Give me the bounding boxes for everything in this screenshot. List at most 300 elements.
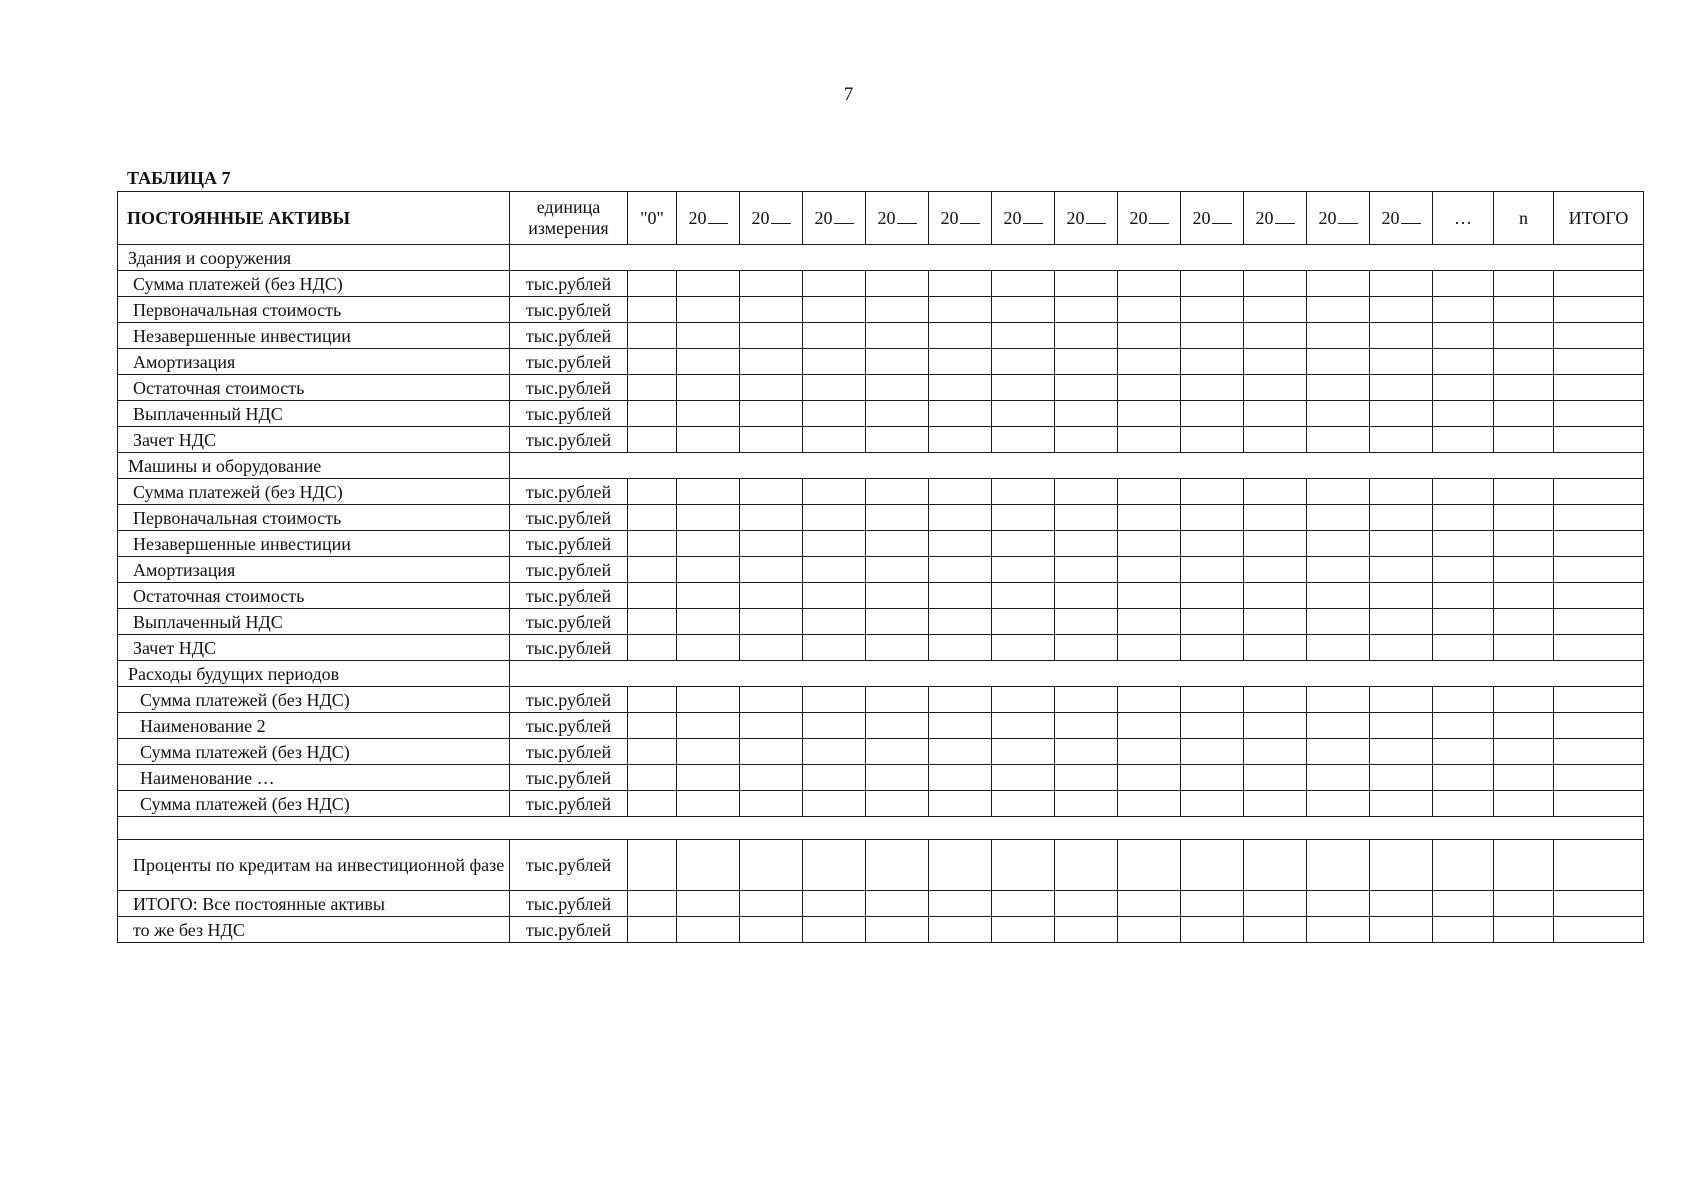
value-cell[interactable]	[1055, 401, 1118, 427]
value-cell[interactable]	[929, 635, 992, 661]
value-cell[interactable]	[1244, 427, 1307, 453]
value-cell[interactable]	[1307, 739, 1370, 765]
value-cell[interactable]	[803, 271, 866, 297]
value-cell[interactable]	[628, 375, 677, 401]
value-cell[interactable]	[1494, 713, 1554, 739]
value-cell[interactable]	[1055, 505, 1118, 531]
value-cell[interactable]	[1118, 401, 1181, 427]
value-cell[interactable]	[740, 427, 803, 453]
value-cell[interactable]	[929, 271, 992, 297]
value-cell[interactable]	[1244, 891, 1307, 917]
value-cell[interactable]	[1118, 791, 1181, 817]
value-cell[interactable]	[1370, 583, 1433, 609]
value-cell[interactable]	[740, 531, 803, 557]
value-cell[interactable]	[628, 479, 677, 505]
value-cell[interactable]	[1554, 635, 1644, 661]
value-cell[interactable]	[1244, 531, 1307, 557]
value-cell[interactable]	[1307, 917, 1370, 943]
value-cell[interactable]	[1494, 297, 1554, 323]
value-cell[interactable]	[1433, 479, 1494, 505]
value-cell[interactable]	[1494, 479, 1554, 505]
value-cell[interactable]	[929, 840, 992, 891]
value-cell[interactable]	[1433, 557, 1494, 583]
value-cell[interactable]	[1244, 505, 1307, 531]
value-cell[interactable]	[929, 609, 992, 635]
value-cell[interactable]	[1181, 891, 1244, 917]
value-cell[interactable]	[866, 375, 929, 401]
value-cell[interactable]	[1554, 609, 1644, 635]
value-cell[interactable]	[1433, 609, 1494, 635]
value-cell[interactable]	[628, 917, 677, 943]
value-cell[interactable]	[1244, 791, 1307, 817]
value-cell[interactable]	[1181, 609, 1244, 635]
value-cell[interactable]	[803, 583, 866, 609]
value-cell[interactable]	[929, 739, 992, 765]
value-cell[interactable]	[1554, 323, 1644, 349]
value-cell[interactable]	[1554, 375, 1644, 401]
value-cell[interactable]	[1494, 687, 1554, 713]
value-cell[interactable]	[1181, 375, 1244, 401]
value-cell[interactable]	[1244, 840, 1307, 891]
value-cell[interactable]	[866, 687, 929, 713]
value-cell[interactable]	[1370, 765, 1433, 791]
value-cell[interactable]	[1244, 609, 1307, 635]
value-cell[interactable]	[628, 323, 677, 349]
value-cell[interactable]	[1181, 557, 1244, 583]
value-cell[interactable]	[1433, 917, 1494, 943]
value-cell[interactable]	[1307, 840, 1370, 891]
value-cell[interactable]	[628, 635, 677, 661]
value-cell[interactable]	[992, 791, 1055, 817]
value-cell[interactable]	[1181, 791, 1244, 817]
value-cell[interactable]	[929, 375, 992, 401]
value-cell[interactable]	[1370, 271, 1433, 297]
value-cell[interactable]	[1433, 635, 1494, 661]
value-cell[interactable]	[1118, 505, 1181, 531]
value-cell[interactable]	[866, 765, 929, 791]
value-cell[interactable]	[677, 635, 740, 661]
value-cell[interactable]	[803, 739, 866, 765]
value-cell[interactable]	[929, 791, 992, 817]
value-cell[interactable]	[677, 739, 740, 765]
value-cell[interactable]	[866, 531, 929, 557]
value-cell[interactable]	[992, 765, 1055, 791]
value-cell[interactable]	[866, 323, 929, 349]
value-cell[interactable]	[677, 687, 740, 713]
value-cell[interactable]	[1244, 687, 1307, 713]
value-cell[interactable]	[677, 323, 740, 349]
value-cell[interactable]	[677, 840, 740, 891]
value-cell[interactable]	[740, 739, 803, 765]
value-cell[interactable]	[1370, 635, 1433, 661]
value-cell[interactable]	[1307, 323, 1370, 349]
value-cell[interactable]	[1494, 323, 1554, 349]
value-cell[interactable]	[1118, 917, 1181, 943]
value-cell[interactable]	[1494, 557, 1554, 583]
value-cell[interactable]	[1433, 505, 1494, 531]
value-cell[interactable]	[1307, 635, 1370, 661]
value-cell[interactable]	[1494, 349, 1554, 375]
value-cell[interactable]	[677, 349, 740, 375]
value-cell[interactable]	[1118, 739, 1181, 765]
value-cell[interactable]	[1307, 583, 1370, 609]
value-cell[interactable]	[1181, 427, 1244, 453]
value-cell[interactable]	[740, 323, 803, 349]
value-cell[interactable]	[1307, 531, 1370, 557]
value-cell[interactable]	[677, 609, 740, 635]
value-cell[interactable]	[628, 349, 677, 375]
value-cell[interactable]	[1244, 401, 1307, 427]
value-cell[interactable]	[1181, 323, 1244, 349]
value-cell[interactable]	[1181, 479, 1244, 505]
value-cell[interactable]	[1433, 791, 1494, 817]
value-cell[interactable]	[1307, 297, 1370, 323]
value-cell[interactable]	[1118, 427, 1181, 453]
value-cell[interactable]	[1433, 713, 1494, 739]
value-cell[interactable]	[803, 713, 866, 739]
value-cell[interactable]	[929, 891, 992, 917]
value-cell[interactable]	[677, 891, 740, 917]
value-cell[interactable]	[1055, 271, 1118, 297]
value-cell[interactable]	[803, 375, 866, 401]
value-cell[interactable]	[628, 609, 677, 635]
value-cell[interactable]	[992, 531, 1055, 557]
value-cell[interactable]	[929, 323, 992, 349]
value-cell[interactable]	[866, 791, 929, 817]
value-cell[interactable]	[803, 609, 866, 635]
value-cell[interactable]	[740, 271, 803, 297]
value-cell[interactable]	[929, 687, 992, 713]
value-cell[interactable]	[992, 840, 1055, 891]
value-cell[interactable]	[929, 583, 992, 609]
value-cell[interactable]	[803, 917, 866, 943]
value-cell[interactable]	[740, 917, 803, 943]
value-cell[interactable]	[1055, 917, 1118, 943]
value-cell[interactable]	[1554, 401, 1644, 427]
value-cell[interactable]	[1554, 271, 1644, 297]
value-cell[interactable]	[1433, 349, 1494, 375]
value-cell[interactable]	[866, 891, 929, 917]
value-cell[interactable]	[866, 297, 929, 323]
value-cell[interactable]	[628, 271, 677, 297]
value-cell[interactable]	[628, 891, 677, 917]
value-cell[interactable]	[1370, 917, 1433, 943]
value-cell[interactable]	[677, 531, 740, 557]
value-cell[interactable]	[1370, 531, 1433, 557]
value-cell[interactable]	[1554, 297, 1644, 323]
value-cell[interactable]	[992, 401, 1055, 427]
value-cell[interactable]	[1554, 765, 1644, 791]
value-cell[interactable]	[1118, 635, 1181, 661]
value-cell[interactable]	[1244, 635, 1307, 661]
value-cell[interactable]	[1554, 505, 1644, 531]
value-cell[interactable]	[740, 297, 803, 323]
value-cell[interactable]	[803, 840, 866, 891]
value-cell[interactable]	[1118, 375, 1181, 401]
value-cell[interactable]	[1494, 917, 1554, 943]
value-cell[interactable]	[1494, 375, 1554, 401]
value-cell[interactable]	[740, 687, 803, 713]
value-cell[interactable]	[1244, 323, 1307, 349]
value-cell[interactable]	[1370, 791, 1433, 817]
value-cell[interactable]	[929, 713, 992, 739]
value-cell[interactable]	[1055, 531, 1118, 557]
value-cell[interactable]	[866, 840, 929, 891]
value-cell[interactable]	[1181, 765, 1244, 791]
value-cell[interactable]	[1118, 297, 1181, 323]
value-cell[interactable]	[1244, 557, 1307, 583]
value-cell[interactable]	[628, 583, 677, 609]
value-cell[interactable]	[929, 427, 992, 453]
value-cell[interactable]	[1244, 917, 1307, 943]
value-cell[interactable]	[929, 765, 992, 791]
value-cell[interactable]	[1118, 557, 1181, 583]
value-cell[interactable]	[1055, 375, 1118, 401]
value-cell[interactable]	[1055, 297, 1118, 323]
value-cell[interactable]	[803, 349, 866, 375]
value-cell[interactable]	[1181, 297, 1244, 323]
value-cell[interactable]	[1554, 427, 1644, 453]
value-cell[interactable]	[1307, 891, 1370, 917]
value-cell[interactable]	[1118, 349, 1181, 375]
value-cell[interactable]	[740, 401, 803, 427]
value-cell[interactable]	[1055, 479, 1118, 505]
value-cell[interactable]	[866, 609, 929, 635]
value-cell[interactable]	[1118, 271, 1181, 297]
value-cell[interactable]	[992, 635, 1055, 661]
value-cell[interactable]	[740, 635, 803, 661]
value-cell[interactable]	[992, 349, 1055, 375]
value-cell[interactable]	[1244, 583, 1307, 609]
value-cell[interactable]	[866, 713, 929, 739]
value-cell[interactable]	[992, 375, 1055, 401]
value-cell[interactable]	[1307, 401, 1370, 427]
value-cell[interactable]	[803, 891, 866, 917]
value-cell[interactable]	[1370, 557, 1433, 583]
value-cell[interactable]	[803, 479, 866, 505]
value-cell[interactable]	[866, 739, 929, 765]
value-cell[interactable]	[1181, 917, 1244, 943]
value-cell[interactable]	[1055, 687, 1118, 713]
value-cell[interactable]	[1307, 375, 1370, 401]
value-cell[interactable]	[1055, 583, 1118, 609]
value-cell[interactable]	[677, 765, 740, 791]
value-cell[interactable]	[866, 505, 929, 531]
value-cell[interactable]	[1494, 505, 1554, 531]
value-cell[interactable]	[1055, 840, 1118, 891]
value-cell[interactable]	[740, 375, 803, 401]
value-cell[interactable]	[1307, 479, 1370, 505]
value-cell[interactable]	[866, 557, 929, 583]
value-cell[interactable]	[1118, 323, 1181, 349]
value-cell[interactable]	[1494, 739, 1554, 765]
value-cell[interactable]	[1307, 765, 1370, 791]
value-cell[interactable]	[1307, 557, 1370, 583]
value-cell[interactable]	[1118, 687, 1181, 713]
value-cell[interactable]	[1181, 713, 1244, 739]
value-cell[interactable]	[992, 323, 1055, 349]
value-cell[interactable]	[1494, 791, 1554, 817]
value-cell[interactable]	[677, 375, 740, 401]
value-cell[interactable]	[1433, 427, 1494, 453]
value-cell[interactable]	[1181, 401, 1244, 427]
value-cell[interactable]	[628, 791, 677, 817]
value-cell[interactable]	[740, 791, 803, 817]
value-cell[interactable]	[628, 427, 677, 453]
value-cell[interactable]	[1494, 531, 1554, 557]
value-cell[interactable]	[1181, 349, 1244, 375]
value-cell[interactable]	[1554, 891, 1644, 917]
value-cell[interactable]	[1494, 583, 1554, 609]
value-cell[interactable]	[1181, 271, 1244, 297]
value-cell[interactable]	[1370, 375, 1433, 401]
value-cell[interactable]	[1307, 791, 1370, 817]
value-cell[interactable]	[866, 479, 929, 505]
value-cell[interactable]	[1554, 349, 1644, 375]
value-cell[interactable]	[866, 635, 929, 661]
value-cell[interactable]	[1055, 323, 1118, 349]
value-cell[interactable]	[1370, 739, 1433, 765]
value-cell[interactable]	[1433, 765, 1494, 791]
value-cell[interactable]	[992, 271, 1055, 297]
value-cell[interactable]	[1370, 891, 1433, 917]
value-cell[interactable]	[929, 505, 992, 531]
value-cell[interactable]	[677, 713, 740, 739]
value-cell[interactable]	[992, 557, 1055, 583]
value-cell[interactable]	[992, 713, 1055, 739]
value-cell[interactable]	[628, 840, 677, 891]
value-cell[interactable]	[1554, 739, 1644, 765]
value-cell[interactable]	[1244, 739, 1307, 765]
value-cell[interactable]	[803, 531, 866, 557]
value-cell[interactable]	[677, 583, 740, 609]
value-cell[interactable]	[740, 349, 803, 375]
value-cell[interactable]	[1055, 427, 1118, 453]
value-cell[interactable]	[992, 583, 1055, 609]
value-cell[interactable]	[1494, 635, 1554, 661]
value-cell[interactable]	[677, 791, 740, 817]
value-cell[interactable]	[1554, 531, 1644, 557]
value-cell[interactable]	[992, 609, 1055, 635]
value-cell[interactable]	[1307, 505, 1370, 531]
value-cell[interactable]	[803, 791, 866, 817]
value-cell[interactable]	[1181, 583, 1244, 609]
value-cell[interactable]	[628, 739, 677, 765]
value-cell[interactable]	[1370, 687, 1433, 713]
value-cell[interactable]	[628, 505, 677, 531]
value-cell[interactable]	[992, 505, 1055, 531]
value-cell[interactable]	[628, 557, 677, 583]
value-cell[interactable]	[1307, 271, 1370, 297]
value-cell[interactable]	[1494, 840, 1554, 891]
value-cell[interactable]	[1118, 609, 1181, 635]
value-cell[interactable]	[1055, 609, 1118, 635]
value-cell[interactable]	[1307, 609, 1370, 635]
value-cell[interactable]	[992, 297, 1055, 323]
value-cell[interactable]	[1494, 609, 1554, 635]
value-cell[interactable]	[1433, 323, 1494, 349]
value-cell[interactable]	[740, 713, 803, 739]
value-cell[interactable]	[1118, 765, 1181, 791]
value-cell[interactable]	[1554, 687, 1644, 713]
value-cell[interactable]	[1118, 840, 1181, 891]
value-cell[interactable]	[740, 609, 803, 635]
value-cell[interactable]	[866, 917, 929, 943]
value-cell[interactable]	[628, 531, 677, 557]
value-cell[interactable]	[1433, 531, 1494, 557]
value-cell[interactable]	[1118, 583, 1181, 609]
value-cell[interactable]	[677, 297, 740, 323]
value-cell[interactable]	[992, 427, 1055, 453]
value-cell[interactable]	[1244, 375, 1307, 401]
value-cell[interactable]	[1244, 479, 1307, 505]
value-cell[interactable]	[1307, 713, 1370, 739]
value-cell[interactable]	[1244, 271, 1307, 297]
value-cell[interactable]	[1244, 765, 1307, 791]
value-cell[interactable]	[1433, 687, 1494, 713]
value-cell[interactable]	[866, 349, 929, 375]
value-cell[interactable]	[628, 297, 677, 323]
value-cell[interactable]	[1055, 557, 1118, 583]
value-cell[interactable]	[1370, 840, 1433, 891]
value-cell[interactable]	[929, 401, 992, 427]
value-cell[interactable]	[677, 271, 740, 297]
value-cell[interactable]	[1118, 531, 1181, 557]
value-cell[interactable]	[1554, 791, 1644, 817]
value-cell[interactable]	[1118, 479, 1181, 505]
value-cell[interactable]	[1494, 765, 1554, 791]
value-cell[interactable]	[1055, 713, 1118, 739]
value-cell[interactable]	[628, 765, 677, 791]
value-cell[interactable]	[1055, 739, 1118, 765]
value-cell[interactable]	[929, 349, 992, 375]
value-cell[interactable]	[992, 739, 1055, 765]
value-cell[interactable]	[1118, 713, 1181, 739]
value-cell[interactable]	[866, 583, 929, 609]
value-cell[interactable]	[1181, 635, 1244, 661]
value-cell[interactable]	[677, 557, 740, 583]
value-cell[interactable]	[803, 557, 866, 583]
value-cell[interactable]	[1370, 297, 1433, 323]
value-cell[interactable]	[740, 583, 803, 609]
value-cell[interactable]	[740, 840, 803, 891]
value-cell[interactable]	[1433, 271, 1494, 297]
value-cell[interactable]	[677, 479, 740, 505]
value-cell[interactable]	[803, 427, 866, 453]
value-cell[interactable]	[1055, 891, 1118, 917]
value-cell[interactable]	[1370, 427, 1433, 453]
value-cell[interactable]	[740, 557, 803, 583]
value-cell[interactable]	[1494, 401, 1554, 427]
value-cell[interactable]	[628, 687, 677, 713]
value-cell[interactable]	[1433, 375, 1494, 401]
value-cell[interactable]	[1055, 765, 1118, 791]
value-cell[interactable]	[1433, 583, 1494, 609]
value-cell[interactable]	[1554, 479, 1644, 505]
value-cell[interactable]	[1370, 713, 1433, 739]
value-cell[interactable]	[1494, 271, 1554, 297]
value-cell[interactable]	[1370, 505, 1433, 531]
value-cell[interactable]	[1433, 297, 1494, 323]
value-cell[interactable]	[1370, 479, 1433, 505]
value-cell[interactable]	[1055, 349, 1118, 375]
value-cell[interactable]	[1307, 349, 1370, 375]
value-cell[interactable]	[803, 323, 866, 349]
value-cell[interactable]	[992, 917, 1055, 943]
value-cell[interactable]	[740, 891, 803, 917]
value-cell[interactable]	[929, 297, 992, 323]
value-cell[interactable]	[1370, 323, 1433, 349]
